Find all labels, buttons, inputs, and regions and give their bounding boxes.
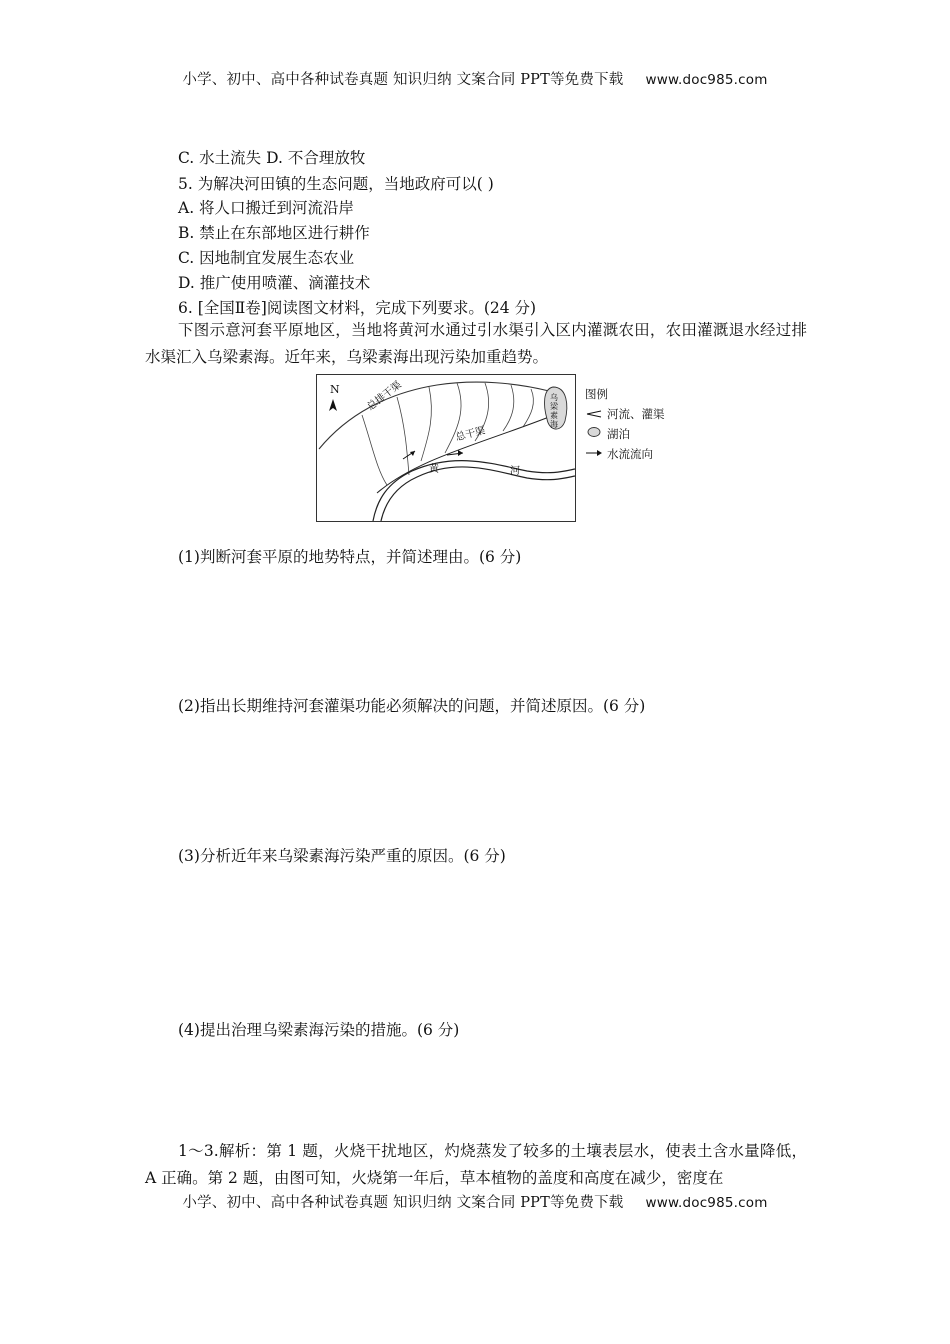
legend-item-lake: 湖泊 (585, 424, 665, 444)
footer-text: 小学、初中、高中各种试卷真题 知识归纳 文案合同 PPT等免费下载 (182, 1195, 624, 1211)
map-svg (317, 375, 575, 521)
canal-trunk-label: 总干渠 (454, 425, 487, 444)
q4-options-cd: C. 水土流失 D. 不合理放牧 (178, 149, 366, 167)
q5-option-d: D. 推广使用喷灌、滴灌技术 (178, 274, 371, 292)
header-site[interactable]: www.doc985.com (645, 72, 768, 88)
page-footer (0, 1191, 950, 1212)
yellow-river (373, 461, 575, 521)
q6-sub-1: (1)判断河套平原的地势特点，并简述理由。(6 分) (178, 548, 522, 566)
q6-stem: 6. [全国Ⅱ卷]阅读图文材料，完成下列要求。(24 分) (178, 299, 537, 317)
legend-item-flow: 水流流向 (585, 444, 665, 464)
river-canal-icon (585, 404, 603, 424)
footer-site[interactable]: www.doc985.com (645, 1195, 768, 1211)
canal-main-label: 总排干渠 (365, 379, 404, 413)
lake-label: 乌梁素海 (550, 393, 558, 429)
q5-stem: 5. 为解决河田镇的生态问题，当地政府可以( ) (178, 175, 494, 193)
header-text: 小学、初中、高中各种试卷真题 知识归纳 文案合同 PPT等免费下载 (182, 72, 624, 88)
q5-option-c: C. 因地制宜发展生态农业 (178, 249, 355, 267)
north-arrow-icon (329, 399, 337, 411)
q6-material: 下图示意河套平原地区，当地将黄河水通过引水渠引入区内灌溉农田，农田灌溉退水经过排水渠汇入乌梁素海。近年来，乌梁素海出现污染加重趋势。 (145, 321, 807, 366)
page-header (0, 68, 950, 89)
legend-item-canal: 河流、灌渠 (585, 404, 665, 424)
legend-title: 图例 (585, 387, 608, 401)
river-label-2: 河 (510, 466, 520, 477)
q6-sub-3: (3)分析近年来乌梁素海污染严重的原因。(6 分) (178, 847, 506, 865)
north-label: N (330, 383, 340, 396)
q6-sub-2: (2)指出长期维持河套灌渠功能必须解决的问题，并简述原因。(6 分) (178, 697, 646, 715)
river-label-1: 黄 (429, 464, 439, 475)
analysis-text: 1～3.解析：第 1 题，火烧干扰地区，灼烧蒸发了较多的土壤表层水，使表土含水量降低，A 正确。第 2 题，由图可知，火烧第一年后，草本植物的盖度和高度在减少，密度在 (145, 1142, 807, 1187)
q5-option-b: B. 禁止在东部地区进行耕作 (178, 224, 370, 242)
drainage-canal (319, 382, 549, 449)
q5-option-a: A. 将人口搬迁到河流沿岸 (178, 199, 355, 217)
q6-sub-4: (4)提出治理乌梁素海污染的措施。(6 分) (178, 1021, 460, 1039)
hetao-map (316, 374, 576, 522)
lake-icon (585, 424, 603, 444)
flow-arrow-icon (585, 444, 603, 464)
map-legend (585, 384, 665, 464)
